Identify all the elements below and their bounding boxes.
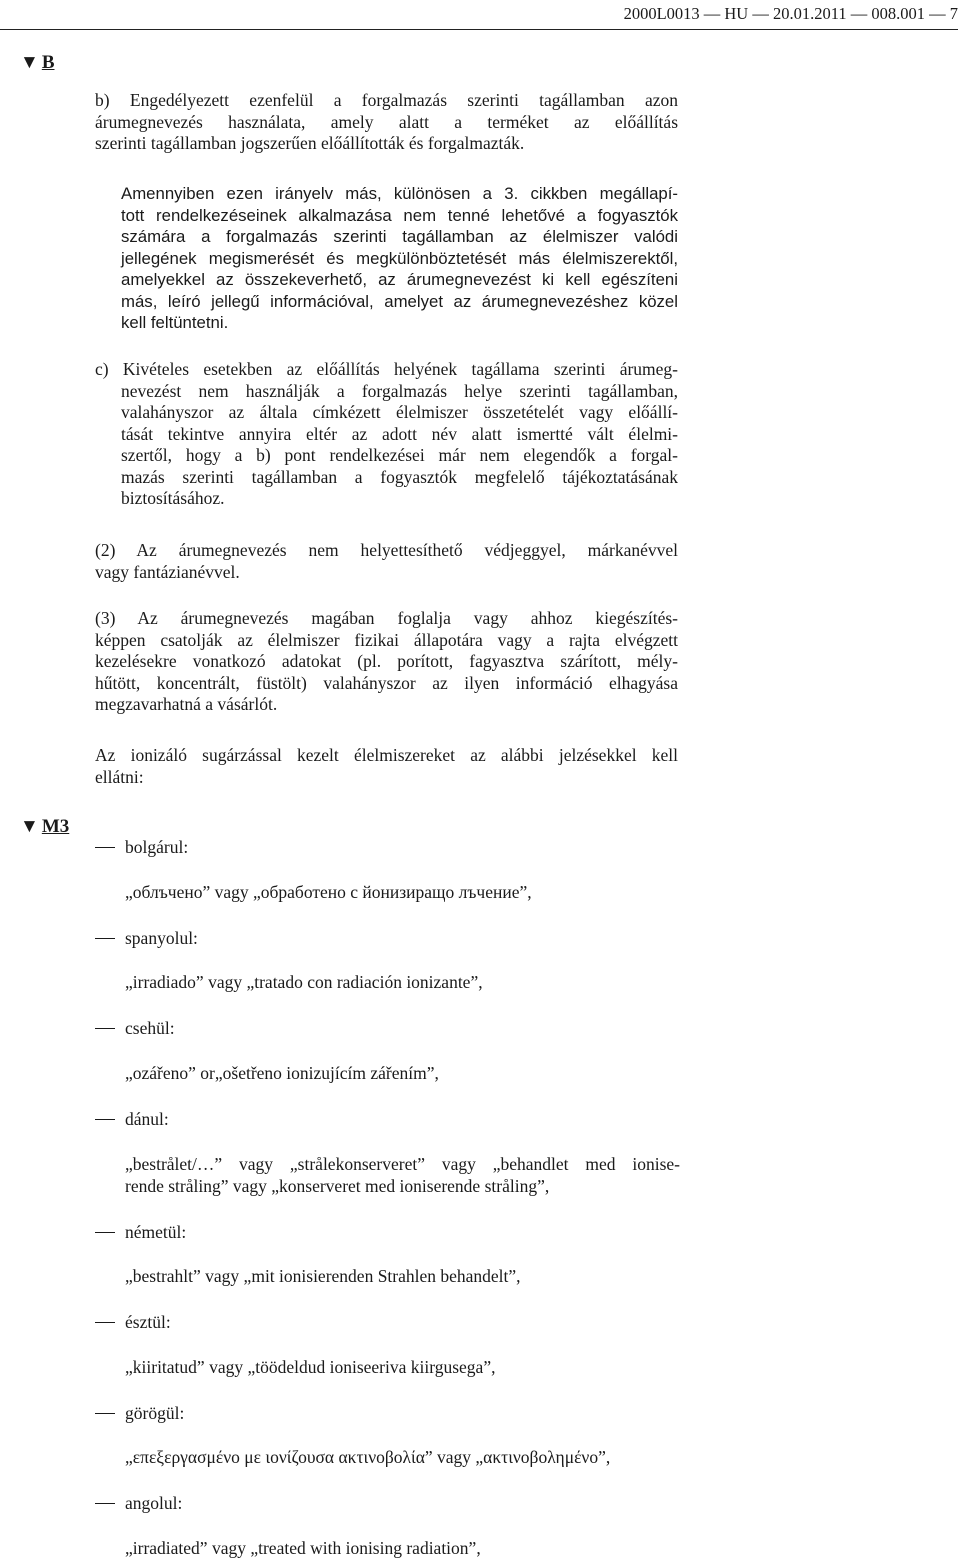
dash-icon bbox=[95, 847, 115, 848]
text-line: c) Kivételes esetekben az előállítás helyének tagállama szerinti árumeg- bbox=[95, 359, 678, 379]
dash-icon bbox=[95, 1413, 115, 1414]
dash-icon bbox=[95, 1119, 115, 1120]
phrase-czech bbox=[125, 1063, 439, 1084]
text-line: ellátni: bbox=[95, 766, 144, 787]
language-item-spanish bbox=[95, 928, 198, 949]
phrase-estonian bbox=[125, 1357, 495, 1378]
phrase-bulgarian bbox=[125, 882, 532, 903]
text-line: (3) Az árumegnevezés magában foglalja vagy ahhoz kiegészítés- bbox=[95, 608, 678, 628]
paragraph-ionizalo bbox=[95, 745, 678, 788]
paragraph-3 bbox=[95, 608, 678, 716]
dash-icon bbox=[95, 1028, 115, 1029]
phrase-line: „bestrålet/…” vagy „strålekonserveret” vagy „behandlet med ionise- bbox=[125, 1154, 680, 1174]
language-item-czech bbox=[95, 1018, 175, 1039]
text-line: kezelésekre vonatkozó adatokat (pl. porított, fagyasztva szárított, mély- bbox=[95, 651, 678, 671]
marker-label: M3 bbox=[41, 816, 70, 837]
phrase-line: „bestrahlt” vagy „mit ionisierenden Strahlen behandelt”, bbox=[125, 1266, 521, 1286]
page-header bbox=[0, 4, 958, 30]
text-line: árumegnevezés használata, amely alatt a terméket az előállítás bbox=[95, 111, 678, 132]
phrase-line: „ozářeno” or„ošetřeno ionizujícím zářením”, bbox=[125, 1063, 439, 1083]
text-line: tását tekintve annyira eltér az adott név alatt ismertté vált élelmi- bbox=[121, 423, 678, 444]
dash-icon bbox=[95, 1322, 115, 1323]
language-name: dánul: bbox=[125, 1109, 169, 1129]
phrase-line: „облъчено” vagy „обработено с йонизиращо лъчение”, bbox=[125, 882, 532, 902]
text-line: mazás szerinti tagállamban a fogyasztók megfelelő tájékoztatásának bbox=[121, 466, 678, 487]
marker-label: B bbox=[41, 52, 55, 73]
amendment-marker-b bbox=[20, 52, 55, 74]
language-item-danish bbox=[95, 1109, 169, 1130]
text-line: kell feltüntetni. bbox=[121, 313, 229, 332]
phrase-line: rende stråling” vagy „konserveret med ioniserende stråling”, bbox=[125, 1176, 550, 1196]
paragraph-amennyiben bbox=[121, 183, 704, 334]
text-line: jellegének megismerését és megkülönböztetését más élelmiszerektől, bbox=[121, 248, 678, 268]
amendment-marker-m3 bbox=[20, 816, 69, 838]
text-line: valahányszor az általa címkézett élelmiszer összetételét vagy előállí- bbox=[121, 402, 678, 422]
language-item-estonian bbox=[95, 1312, 171, 1333]
text-line: nevezést nem használják a forgalmazás helye szerinti tagállamban, bbox=[121, 380, 678, 401]
language-name: csehül: bbox=[125, 1018, 175, 1038]
text-line: b) Engedélyezett ezenfelül a forgalmazás szerinti tagállamban azon bbox=[95, 90, 678, 110]
phrase-spanish bbox=[125, 972, 483, 993]
text-line: biztosításához. bbox=[121, 488, 225, 508]
phrase-line: „irradiado” vagy „tratado con radiación ionizante”, bbox=[125, 972, 483, 992]
text-line: (2) Az árumegnevezés nem helyettesíthető védjeggyel, márkanévvel bbox=[95, 540, 678, 560]
language-item-english bbox=[95, 1493, 182, 1514]
text-line: vagy fantázianévvel. bbox=[95, 561, 240, 582]
item-c bbox=[95, 359, 704, 510]
phrase-german bbox=[125, 1266, 521, 1287]
text-line: amelyekkel az összekeverhető, az árumegnevezést ki kell egészíteni bbox=[121, 270, 678, 289]
paragraph-2 bbox=[95, 540, 678, 583]
triangle-down-icon: ▼ bbox=[20, 52, 39, 73]
language-name: németül: bbox=[125, 1222, 187, 1242]
phrase-greek bbox=[125, 1447, 610, 1468]
language-name: görögül: bbox=[125, 1403, 185, 1423]
phrase-danish bbox=[125, 1153, 708, 1197]
language-name: spanyolul: bbox=[125, 928, 198, 948]
phrase-english bbox=[125, 1538, 481, 1559]
language-item-bulgarian bbox=[95, 837, 188, 858]
language-item-greek bbox=[95, 1403, 184, 1424]
dash-icon bbox=[95, 1503, 115, 1504]
text-line: hűtött, koncentrált, füstölt) valahányszor az ilyen információ elhagyása bbox=[95, 672, 678, 693]
phrase-line: „επεξεργασμένο με ιονίζουσα ακτινοβολία” vagy „ακτινοβολημένο”, bbox=[125, 1447, 611, 1467]
text-line: szerinti tagállamban jogszerűen előállították és forgalmazták. bbox=[95, 133, 525, 153]
dash-icon bbox=[95, 938, 115, 939]
item-b bbox=[95, 90, 678, 155]
header-text: 2000L0013 — HU — 20.01.2011 — 008.001 — 7 bbox=[623, 4, 958, 23]
text-line: Az ionizáló sugárzással kezelt élelmiszereket az alábbi jelzésekkel kell bbox=[95, 745, 678, 765]
text-line: számára a forgalmazás szerinti tagállamban az élelmiszer valódi bbox=[121, 227, 678, 246]
text-line: képpen csatolják az élelmiszer fizikai állapotára vagy a rajta elvégzett bbox=[95, 629, 678, 650]
text-line: megzavarhatná a vásárlót. bbox=[95, 694, 278, 714]
language-name: angolul: bbox=[125, 1493, 183, 1513]
dash-icon bbox=[95, 1232, 115, 1233]
text-line: tott rendelkezéseinek alkalmazása nem tenné lehetővé a fogyasztók bbox=[121, 205, 678, 225]
text-line: más, leíró jellegű információval, amelyet az árumegnevezéshez közel bbox=[121, 291, 678, 311]
triangle-down-icon: ▼ bbox=[20, 816, 39, 837]
phrase-line: „irradiated” vagy „treated with ionising radiation”, bbox=[125, 1538, 481, 1558]
text-line: szertől, hogy a b) pont rendelkezései már nem elegendők a forgal- bbox=[121, 445, 678, 465]
language-name: bolgárul: bbox=[125, 837, 189, 857]
language-name: észtül: bbox=[125, 1312, 171, 1332]
phrase-line: „kiiritatud” vagy „töödeldud ioniseeriva kiirgusega”, bbox=[125, 1357, 496, 1377]
text-line: Amennyiben ezen irányelv más, különösen a 3. cikkben megállapí- bbox=[121, 184, 678, 203]
language-item-german bbox=[95, 1222, 186, 1243]
